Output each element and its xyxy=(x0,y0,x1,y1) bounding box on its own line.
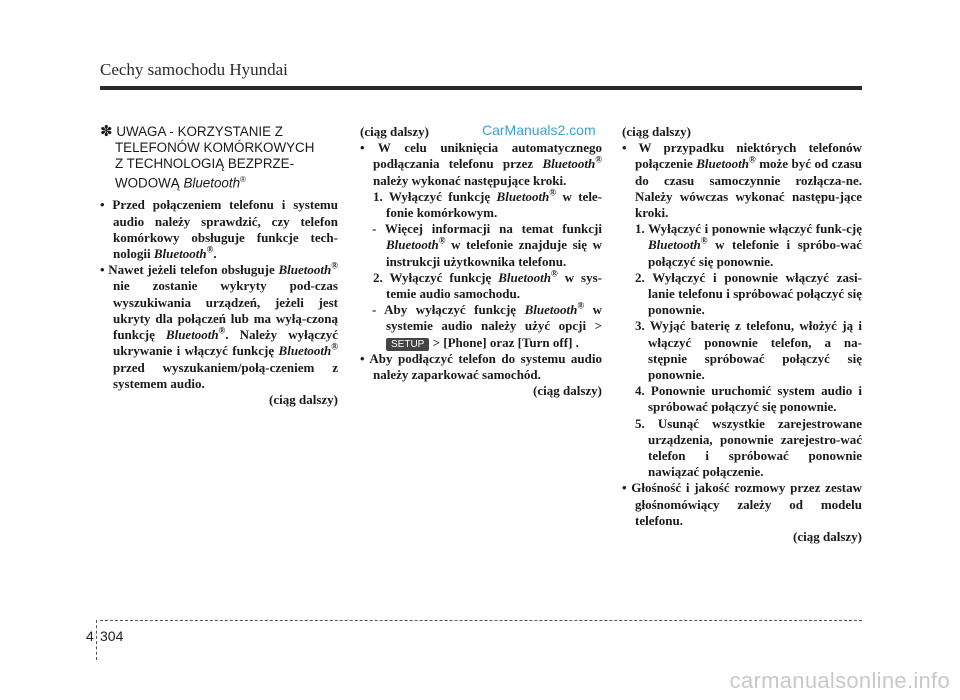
continued-label-top: (ciąg dalszy) xyxy=(360,124,429,139)
step-4: 4. Ponownie uruchomić system audio i spróbować połączyć się ponownie. xyxy=(635,383,862,415)
note-heading-line-3: Z TECHNOLOGIĄ BEZPRZE- xyxy=(115,156,295,171)
step-2: 2. Wyłączyć i ponownie włączyć zasi-lanie telefonu i spróbować połączyć się ponownie. xyxy=(635,269,862,318)
step-5: 5. Usunąć wszystkie zarejestrowane urządzenia, ponownie zarejestro-wać telefon i spróbować ponownie nawiązać połączenie. xyxy=(635,415,862,480)
column-2 xyxy=(360,124,602,399)
step-3: 3. Wyjąć baterię z telefonu, włożyć ją i włączyć ponownie telefon, a na-stępnie spróbować połączyć się ponownie. xyxy=(635,318,862,383)
note-heading xyxy=(100,124,338,191)
column-3 xyxy=(622,124,862,545)
note-heading-line-2: TELEFONÓW KOMÓRKOWYCH xyxy=(115,140,315,155)
paragraph-bullet-2: • Nawet jeżeli telefon obsługuje Bluetooth® nie zostanie wykryty pod-czas wyszukiwania urządzeń, jeżeli jest ukryty dla połączeń lub ma wyłą-czoną funkcję Bluetooth®. Należy wyłączyć ukrywanie i włączyć funkcję Bluetooth® przed wyszukaniem/połą-czeniem z systemem audio. xyxy=(100,260,339,391)
note-heading-line-4: WODOWĄ xyxy=(115,175,180,191)
continued-label: (ciąg dalszy) xyxy=(269,391,338,407)
continued-label-top: (ciąg dalszy) xyxy=(622,124,691,139)
registered-mark: ® xyxy=(240,175,246,184)
page-number-value: 304 xyxy=(100,628,124,644)
note-heading-bluetooth: Bluetooth xyxy=(183,175,241,191)
note-heading-line-1: UWAGA - KORZYSTANIE Z xyxy=(116,124,283,139)
step-2-note: - Aby wyłączyć funkcję Bluetooth® w systemie audio należy użyć opcji > SETUP > [Phone] oraz [Turn off] . xyxy=(372,300,603,350)
chapter-number: 4 xyxy=(86,628,94,644)
watermark-bottom: carmanualsonline.info xyxy=(729,668,950,693)
paragraph-bullet-2: • Aby podłączyć telefon do systemu audio należy zaparkować samochód. xyxy=(360,350,602,383)
step-1-note: - Więcej informacji na temat funkcji Bluetooth® w telefonie znajduje się w instrukcji użytkownika telefonu. xyxy=(372,221,603,269)
page-header-title: Cechy samochodu Hyundai xyxy=(100,60,288,79)
step-1: 1. Wyłączyć funkcję Bluetooth® w tele-fonie komórkowym. xyxy=(373,187,603,221)
footer-divider xyxy=(96,620,97,660)
paragraph-bullet-1: • W celu uniknięcia automatycznego podłączania telefonu przez Bluetooth® należy wykonać następujące kroki. xyxy=(360,140,602,188)
header-rule xyxy=(100,86,862,90)
paragraph-bullet-1: • Przed połączeniem telefonu i systemu audio należy sprawdzić, czy telefon komórkowy obsługuje funkcje tech-nologii Bluetooth®. xyxy=(100,197,338,262)
step-2: 2. Wyłączyć funkcję Bluetooth® w sys-temie audio samochodu. xyxy=(373,268,603,302)
paragraph-bullet-1: • W przypadku niektórych telefonów połączenie Bluetooth® może być od czasu do czasu samoczynnie rozłącza-ne. Należy wówczas wykonać następu-jące kroki. xyxy=(622,140,863,221)
watermark-top: CarManuals2.com xyxy=(482,122,596,138)
note-star-icon: ✽ xyxy=(100,123,113,140)
paragraph-bullet-2: • Głośność i jakość rozmowy przez zestaw głośnomówiący zależy od modelu telefonu. xyxy=(622,480,862,528)
continued-label: (ciąg dalszy) xyxy=(793,529,862,545)
continued-label: (ciąg dalszy) xyxy=(533,383,602,399)
step-1: 1. Wyłączyć i ponownie włączyć funk-cję Bluetooth® w telefonie i spróbo-wać połączyć się ponownie. xyxy=(635,221,862,269)
footer-rule xyxy=(100,620,862,621)
column-1 xyxy=(100,124,338,408)
setup-key-icon: SETUP xyxy=(386,338,429,351)
